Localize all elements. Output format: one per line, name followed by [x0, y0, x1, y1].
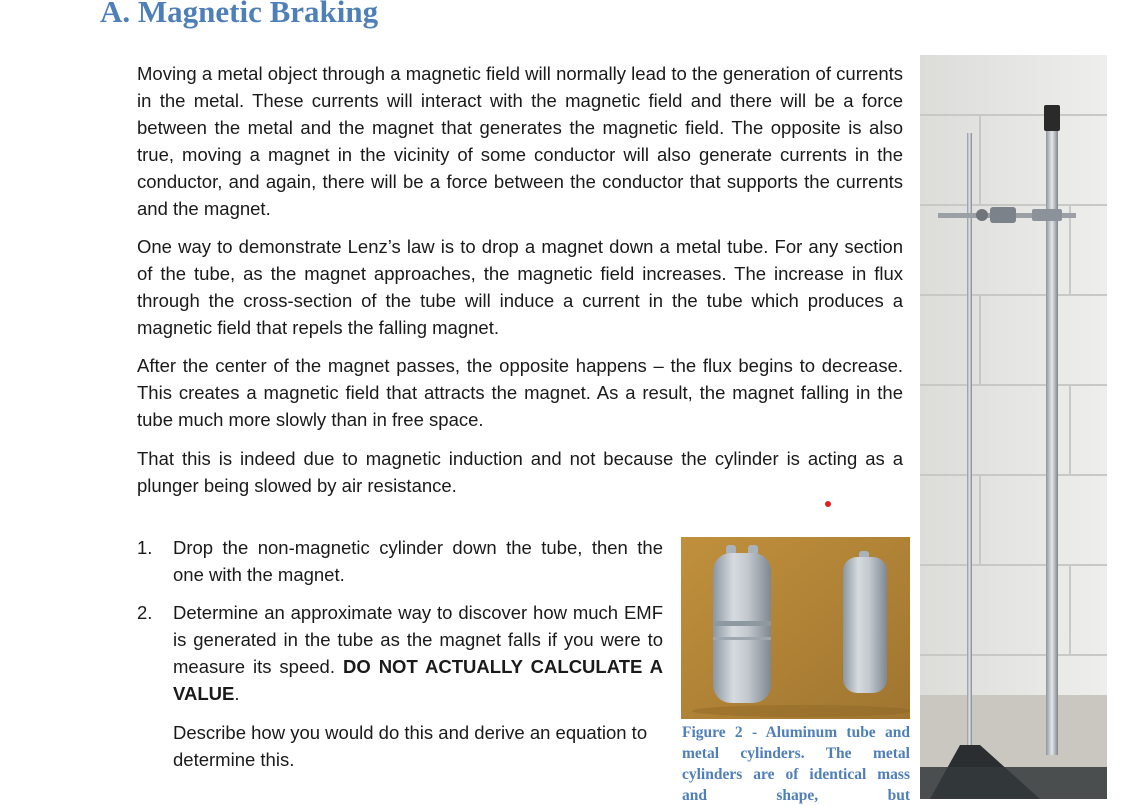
describe-instruction: Describe how you would do this and derive an equation to determine this.: [173, 722, 648, 770]
list-number: 2.: [137, 602, 153, 623]
cylinders-image-icon: [681, 537, 910, 719]
bold-instruction: DO NOT ACTUALLY CALCULATE A VALUE: [173, 656, 663, 704]
paragraph-induction: That this is indeed due to magnetic induction and not because the cylinder is acting as a plunger being slowed by air resistance.: [137, 448, 903, 496]
red-dot-marker: [825, 501, 831, 507]
list-item-2: [137, 599, 663, 707]
tube-stand-image-icon: [920, 55, 1107, 799]
list-item-1: [137, 534, 663, 588]
list-number: 1.: [137, 537, 153, 558]
figure-caption: Figure 2 - Aluminum tube and metal cylinders. The metal cylinders are of identical mass and shape, but: [682, 724, 910, 804]
tube-stand-photo: [920, 55, 1107, 799]
paragraph-lenz-law: One way to demonstrate Lenz’s law is to drop a magnet down a metal tube. For any section of the tube, as the magnet approaches, the magnetic field increases. The increase in flux through the cross-section of the tube will induce a current in the tube which produces a magnetic field that repels the falling magnet.: [137, 236, 903, 338]
cylinders-photo: [681, 537, 910, 719]
paragraph-flux-decrease: After the center of the magnet passes, the opposite happens – the flux begins to decrease. This creates a magnetic field that attracts the magnet. As a result, the magnet falling in the tube much more slowly than in free space.: [137, 355, 903, 430]
section-heading: A. Magnetic Braking: [100, 0, 379, 29]
instruction-list: [137, 534, 663, 707]
list-item-text: Drop the non-magnetic cylinder down the tube, then the one with the magnet.: [173, 537, 663, 585]
list-item-text: Determine an approximate way to discover how much EMF is generated in the tube as the magnet falls if you were to measure its speed.: [173, 602, 663, 677]
list-item-end: .: [234, 683, 240, 704]
paragraph-intro: Moving a metal object through a magnetic field will normally lead to the generation of currents in the metal. These currents will interact with the magnetic field and there will be a force between the metal and the magnet that generates the magnetic field. The opposite is also true, moving a magnet in the vicinity of some conductor will also generate currents in the conductor, and again, there will be a force between the conductor that supports the currents and the magnet.: [137, 63, 903, 219]
